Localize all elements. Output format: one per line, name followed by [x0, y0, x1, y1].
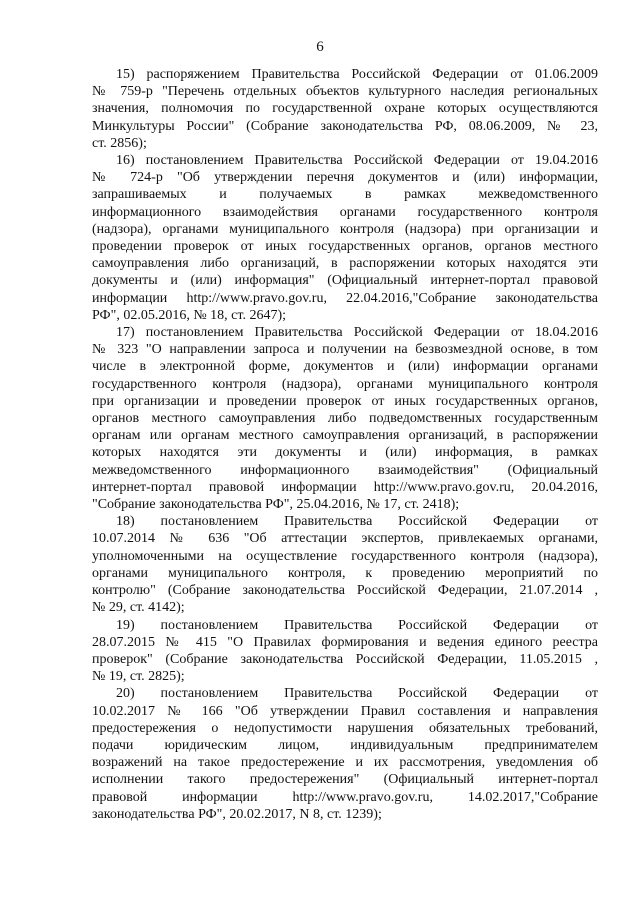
text-line: уполномоченными на осуществление государственного контроля (надзора), [92, 548, 598, 564]
text-line: при организации и проведении проверок от иных государственных органов, [92, 393, 598, 409]
text-line: информационного взаимодействия органами государственного контроля [92, 204, 598, 220]
list-item-16 [92, 152, 598, 324]
text-line: правовой информации http://www.pravo.gov.ru, 14.02.2017,"Собрание [92, 789, 598, 805]
text-line: законодательства РФ", 20.02.2017, N 8, ст. 1239); [92, 806, 382, 822]
page-number: 6 [316, 39, 324, 55]
text-line: возражений на такое предостережение и их рассмотрения, уведомления об [92, 755, 598, 771]
text-line: 28.07.2015 № 415 "О Правилах формирования и ведения единого реестра [92, 634, 598, 650]
text-line: числе в электронной форме, документов и (или) информации органами [92, 359, 598, 375]
text-line: (надзора), органами муниципального контроля (надзора) при организации и [92, 221, 598, 237]
text-line: № 323 "О направлении запроса и получении на безвозмездной основе, в том [92, 342, 598, 358]
text-line: самоуправления либо организаций, в распоряжении которых находятся эти [92, 256, 598, 272]
text-line: государственного контроля (надзора), органами муниципального контроля [92, 376, 598, 392]
text-line: 20) постановлением Правительства Российской Федерации от [116, 686, 598, 702]
text-line: которых находятся эти документы и (или) информация, в рамках [92, 445, 598, 461]
text-line: исполнении такого предостережения" (Официальный интернет-портал [92, 772, 598, 788]
text-line: № 19, ст. 2825); [92, 669, 185, 685]
text-line: 16) постановлением Правительства Российской Федерации от 19.04.2016 [116, 153, 598, 169]
text-line: 15) распоряжением Правительства Российской Федерации от 01.06.2009 [116, 67, 598, 82]
text-line: интернет-портал правовой информации http://www.pravo.gov.ru, 20.04.2016, [92, 479, 598, 495]
text-line: информации http://www.pravo.gov.ru, 22.04.2016,"Собрание законодательства [92, 290, 598, 306]
text-line: № 759-р "Перечень отдельных объектов культурного наследия региональных [92, 84, 598, 100]
text-line: 19) постановлением Правительства Российской Федерации от [116, 617, 598, 633]
text-line: документы и (или) информация" (Официальный интернет-портал правовой [92, 273, 598, 289]
text-line: "Собрание законодательства РФ", 25.04.2016, № 17, ст. 2418); [92, 497, 460, 513]
text-line: проведении проверок от иных государственных органов, органов местного [92, 239, 598, 255]
text-line: № 724-р "Об утверждении перечня документов и (или) информации, [92, 170, 598, 186]
text-line: 10.07.2014 № 636 "Об аттестации экспертов, привлекаемых органами, [92, 531, 598, 547]
text-line: подачи юридическим лицом, индивидуальным предпринимателем [92, 737, 598, 753]
text-line: межведомственного информационного взаимодействия" (Официальный [92, 462, 598, 478]
list-item-19 [92, 617, 598, 686]
text-line: органов местного самоуправления либо подведомственных государственным [92, 411, 598, 427]
text-line: ст. 2856); [92, 135, 147, 151]
text-line: органам или органам местного самоуправления организаций, в распоряжении [92, 428, 598, 444]
text-line: предостережения о недопустимости нарушения обязательных требований, [92, 720, 598, 736]
text-line: запрашиваемых и получаемых в рамках межведомственного [92, 187, 598, 203]
text-line: значения, полномочия по государственной охране которых осуществляются [92, 101, 598, 117]
text-line: проверок" (Собрание законодательства Российской Федерации, 11.05.2015 , [92, 651, 598, 667]
text-line: 17) постановлением Правительства Российской Федерации от 18.04.2016 [116, 325, 598, 341]
list-item-18 [92, 513, 598, 616]
text-line: 10.02.2017 № 166 "Об утверждении Правил составления и направления [92, 703, 598, 719]
list-item-15 [92, 66, 598, 152]
text-line: Минкультуры России" (Собрание законодательства РФ, 08.06.2009, № 23, [92, 118, 598, 134]
document-body [92, 66, 598, 823]
text-line: контролю" (Собрание законодательства Российской Федерации, 21.07.2014 , [92, 583, 598, 599]
list-item-17 [92, 324, 598, 513]
text-line: органами муниципального контроля, к проведению мероприятий по [92, 565, 598, 581]
text-line: 18) постановлением Правительства Российской Федерации от [116, 514, 598, 530]
text-line: № 29, ст. 4142); [92, 600, 185, 616]
text-line: РФ", 02.05.2016, № 18, ст. 2647); [92, 307, 287, 323]
list-item-20 [92, 685, 598, 823]
